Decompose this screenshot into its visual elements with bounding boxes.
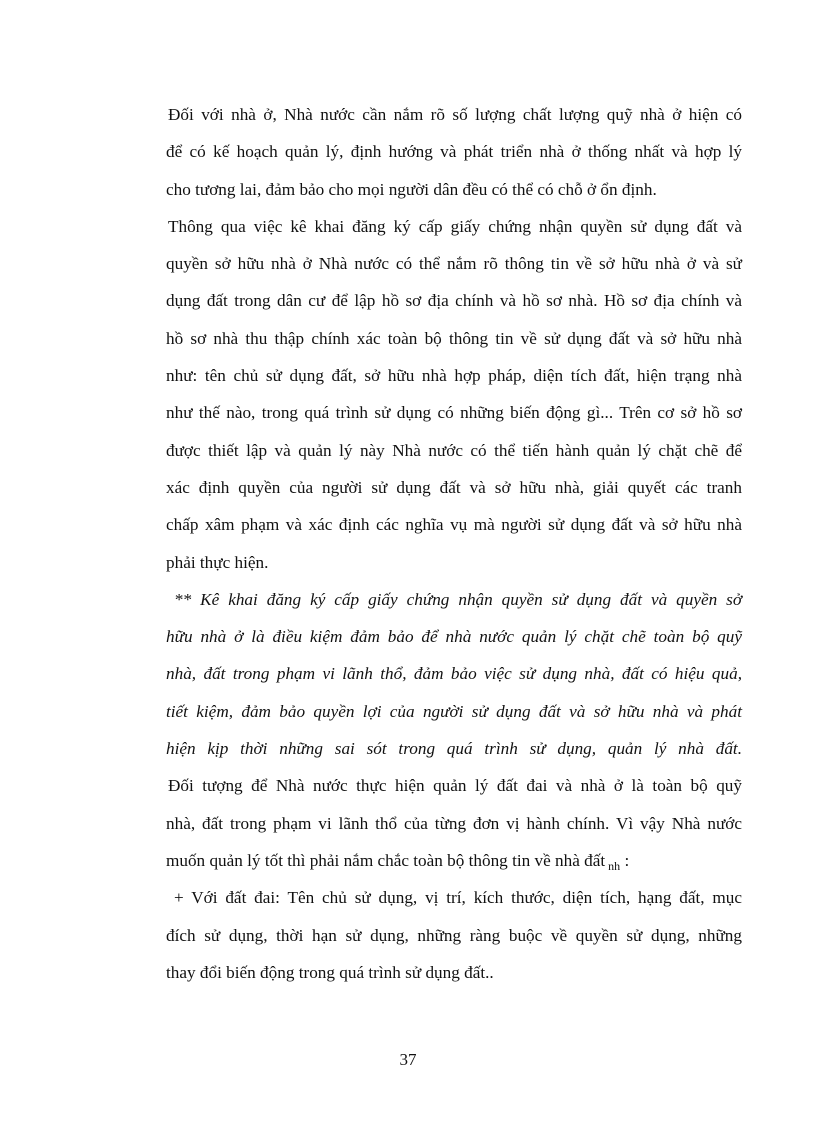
text-line: thay đổi biến động trong quá trình sử dụng đất.. xyxy=(166,962,494,982)
text-line: Thông qua việc kê khai đăng ký cấp giấy chứng nhận quyền sử dụng đất và xyxy=(168,216,742,236)
text-line: nhà, đất trong phạm vi lãnh thổ của từng đơn vị hành chính. Vì vậy Nhà nước xyxy=(166,813,742,833)
paragraph-registration-records xyxy=(166,208,742,581)
text-line: để có kế hoạch quản lý, định hướng và phát triển nhà ở thống nhất và hợp lý xyxy=(166,142,742,162)
text-line: dụng đất trong dân cư để lập hồ sơ địa chính và hồ sơ nhà. Hồ sơ địa chính và xyxy=(166,291,742,311)
text-line: hữu nhà ở là điều kiệm đảm bảo để nhà nước quản lý chặt chẽ toàn bộ quỹ xyxy=(166,627,742,647)
text-line: đích sử dụng, thời hạn sử dụng, những ràng buộc về quyền sử dụng, những xyxy=(166,925,742,945)
text-line: quyền sở hữu nhà ở Nhà nước có thể nắm rõ thông tin về sở hữu nhà ở và sử xyxy=(166,254,742,274)
paragraph-housing-management xyxy=(166,96,742,208)
text-line-content: muốn quản lý tốt thì phải nắm chắc toàn bộ thông tin về nhà đất xyxy=(166,850,606,870)
paragraph-italic-note xyxy=(166,581,742,767)
text-line: + Với đất đai: Tên chủ sử dụng, vị trí, kích thước, diện tích, hạng đất, mục xyxy=(174,888,742,908)
paragraph-management-object xyxy=(166,767,742,879)
subscript-text: nh xyxy=(608,858,621,873)
text-line: Đối với nhà ở, Nhà nước cần nắm rõ số lượng chất lượng quỹ nhà ở hiện có xyxy=(168,105,742,124)
text-line: Đối tượng để Nhà nước thực hiện quản lý đất đai và nhà ở là toàn bộ quỹ xyxy=(168,776,742,796)
text-line: chấp xâm phạm và xác định các nghĩa vụ mà người sử dụng đất và sở hữu nhà xyxy=(166,515,742,535)
text-line: hồ sơ nhà thu thập chính xác toàn bộ thông tin về sử dụng đất và sở hữu nhà xyxy=(166,328,742,348)
page-number: 37 xyxy=(399,1050,417,1069)
text-line: nhà, đất trong phạm vi lãnh thổ, đảm bảo việc sử dụng nhà, đất có hiệu quả, xyxy=(166,664,742,684)
text-line: như: tên chủ sử dụng đất, sở hữu nhà hợp pháp, diện tích đất, hiện trạng nhà xyxy=(166,366,742,386)
text-line: phải thực hiện. xyxy=(166,552,269,572)
trailing-text: : xyxy=(620,850,630,870)
text-line: cho tương lai, đảm bảo cho mọi người dân đều có thể có chỗ ở ổn định. xyxy=(166,179,657,199)
body-text xyxy=(166,96,742,991)
text-line: tiết kiệm, đảm bảo quyền lợi của người sử dụng đất và sở hữu nhà và phát xyxy=(166,701,742,721)
text-line xyxy=(166,842,742,879)
text-line: ** Kê khai đăng ký cấp giấy chứng nhận quyền sử dụng đất và quyền sở xyxy=(174,589,742,609)
text-line: được thiết lập và quản lý này Nhà nước có thể tiến hành quản lý chặt chẽ để xyxy=(166,440,742,460)
text-line: hiện kịp thời những sai sót trong quá trình sử dụng, quản lý nhà đất. xyxy=(166,739,742,759)
paragraph-land-info xyxy=(166,879,742,991)
text-line: xác định quyền của người sử dụng đất và sở hữu nhà, giải quyết các tranh xyxy=(166,477,742,497)
text-line: như thế nào, trong quá trình sử dụng có những biến động gì... Trên cơ sở hồ sơ xyxy=(166,403,742,423)
